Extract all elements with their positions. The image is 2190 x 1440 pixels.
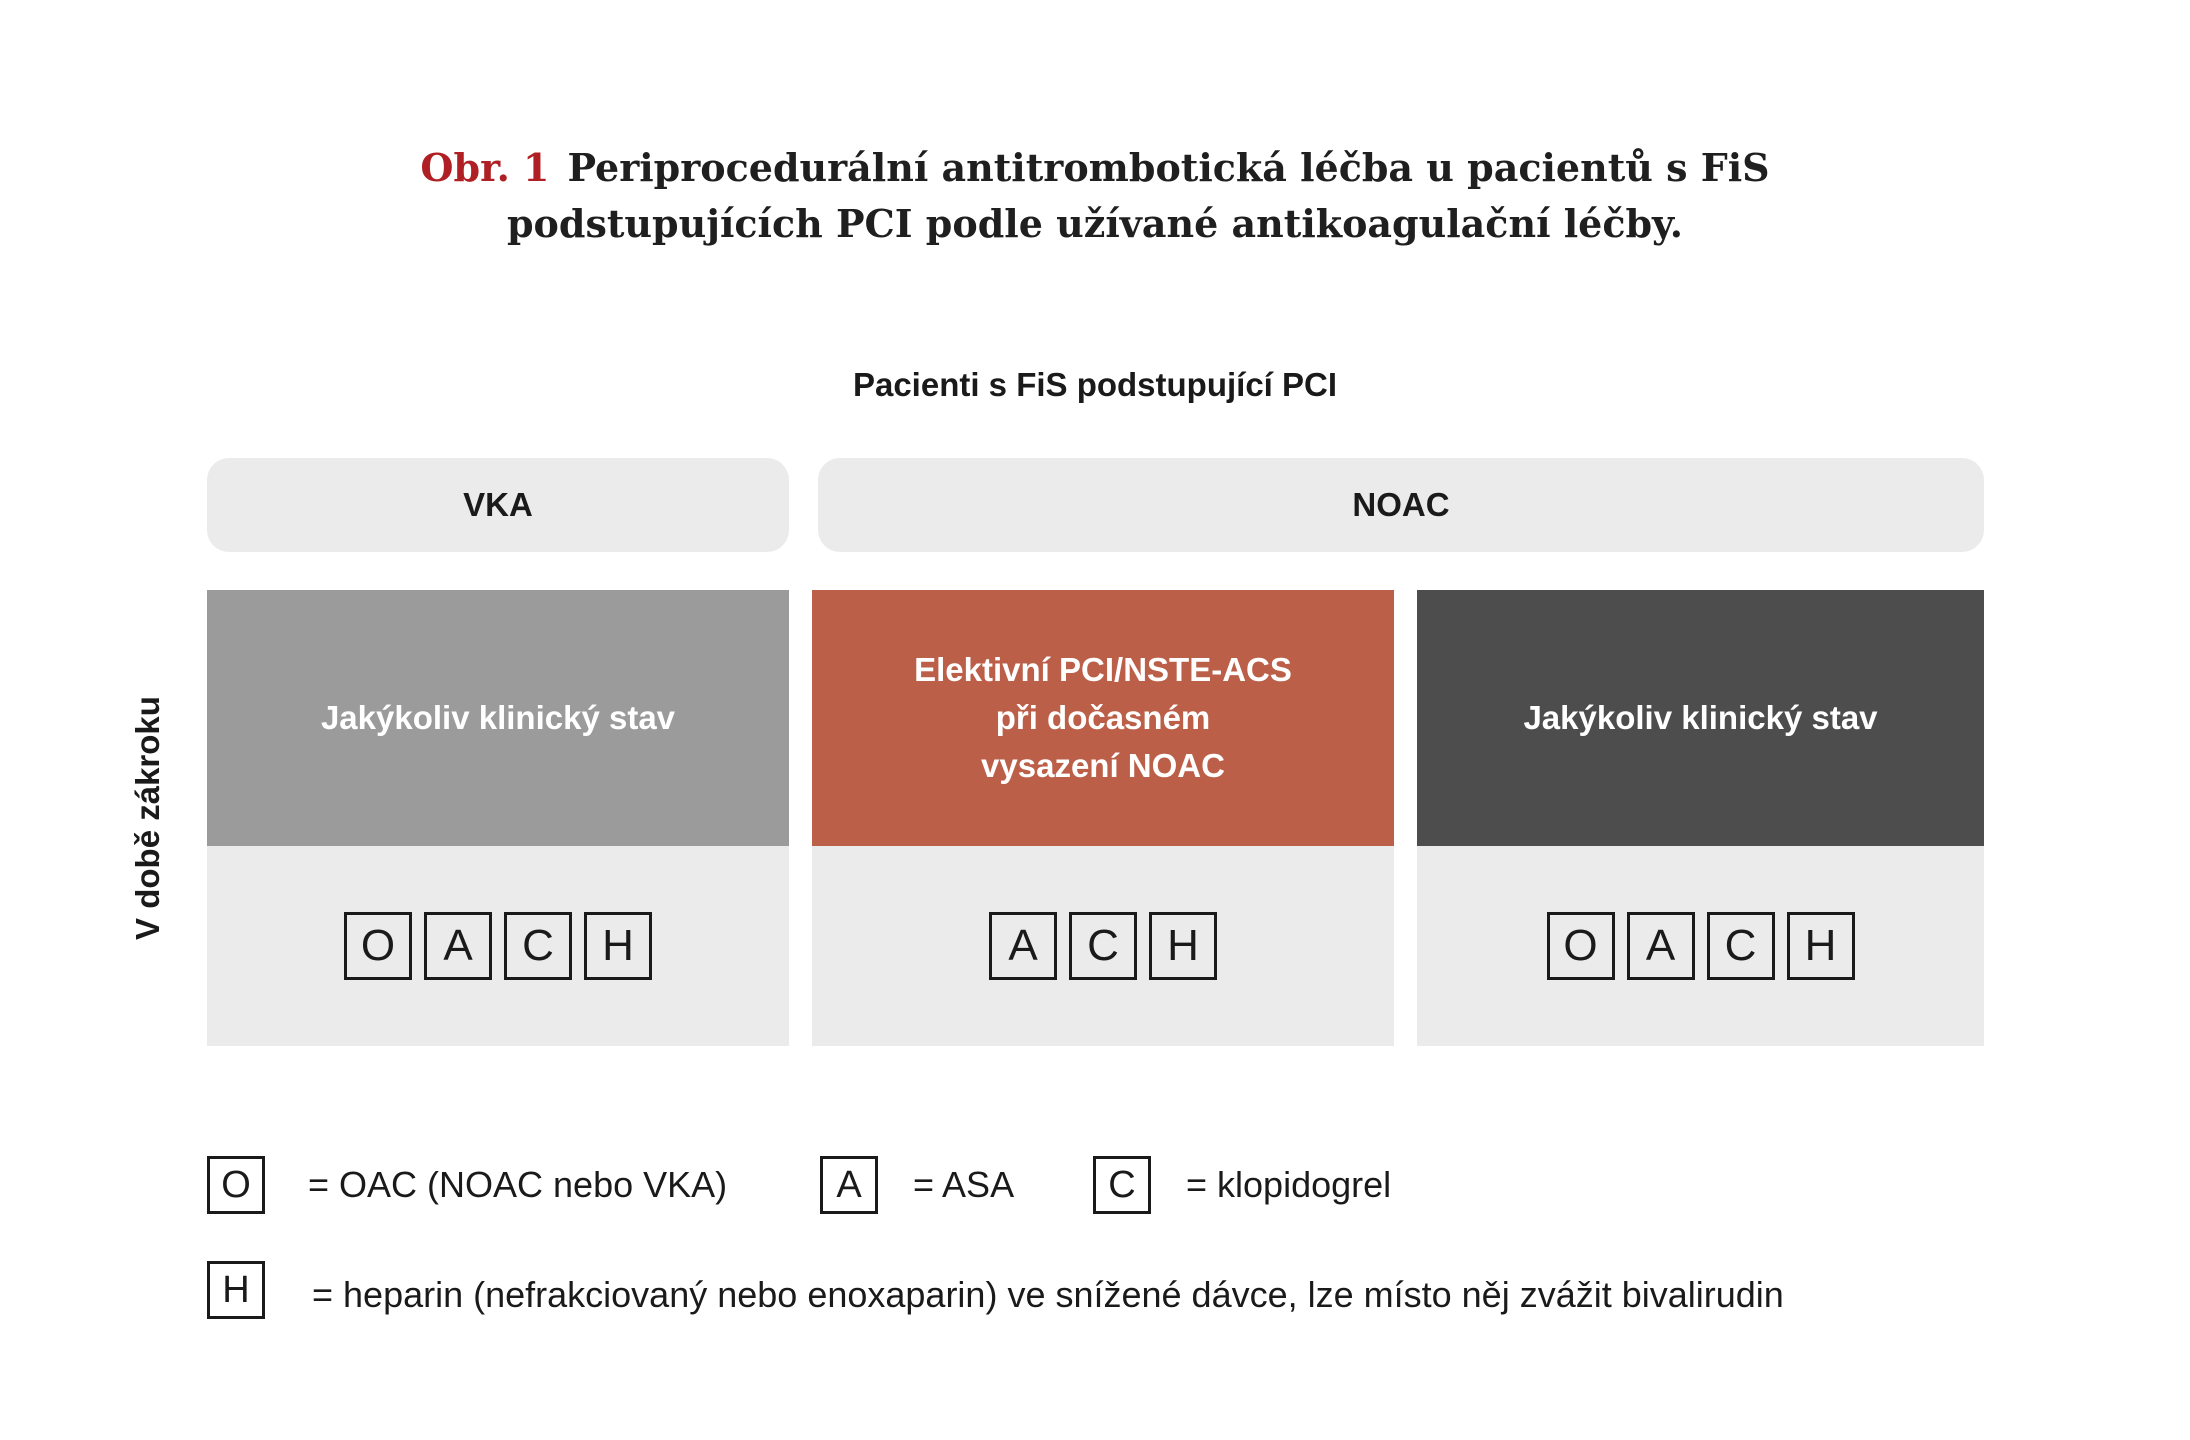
- legend-key-a: A: [820, 1156, 878, 1214]
- figure-title-line1: [0, 140, 2190, 196]
- figure-title-text-1: Periprocedurální antitrombotická léčba u pacientů s FiS: [567, 145, 1770, 190]
- condition-line: vysazení NOAC: [981, 747, 1225, 784]
- condition-text: [321, 694, 675, 742]
- column-vka-any-state: [207, 590, 789, 1046]
- drug-box-h: H: [584, 912, 652, 980]
- figure-number: Obr. 1: [420, 145, 550, 190]
- drug-boxes: [1417, 846, 1984, 1046]
- figure-title-text-2: podstupujících PCI podle užívané antikoagulační léčby.: [506, 201, 1684, 246]
- drug-boxes: [207, 846, 789, 1046]
- drug-box-a: A: [424, 912, 492, 980]
- group-header-vka: VKA: [207, 458, 789, 552]
- legend-key-h: H: [207, 1261, 265, 1319]
- drug-box-a: A: [989, 912, 1057, 980]
- drug-box-c: C: [504, 912, 572, 980]
- condition-panel: [1417, 590, 1984, 846]
- figure-title: [0, 140, 2190, 252]
- drug-box-c: C: [1707, 912, 1775, 980]
- drug-box-o: O: [344, 912, 412, 980]
- drug-box-h: H: [1787, 912, 1855, 980]
- drug-box-o: O: [1547, 912, 1615, 980]
- condition-line: Elektivní PCI/NSTE-ACS: [914, 651, 1292, 688]
- condition-text: [914, 646, 1292, 790]
- legend-text-h: = heparin (nefrakciovaný nebo enoxaparin) ve snížené dávce, lze místo něj zvážit bivalirudin: [312, 1274, 1784, 1315]
- legend-key-o: O: [207, 1156, 265, 1214]
- diagram-subtitle: Pacienti s FiS podstupující PCI: [852, 366, 1338, 403]
- legend-text-a: = ASA: [913, 1164, 1015, 1205]
- column-noac-elective: [812, 590, 1394, 1046]
- legend-text-o: = OAC (NOAC nebo VKA): [308, 1164, 728, 1205]
- condition-panel: [207, 590, 789, 846]
- drug-boxes: [812, 846, 1394, 1046]
- condition-line: Jakýkoliv klinický stav: [320, 699, 676, 736]
- group-header-noac: NOAC: [818, 458, 1984, 552]
- condition-line: při dočasném: [995, 699, 1211, 736]
- condition-text: [1523, 694, 1877, 742]
- drug-box-a: A: [1627, 912, 1695, 980]
- side-label-text: V době zákroku: [129, 696, 166, 940]
- legend-text-c: = klopidogrel: [1186, 1164, 1392, 1205]
- condition-line: Jakýkoliv klinický stav: [1523, 699, 1878, 736]
- drug-box-c: C: [1069, 912, 1137, 980]
- legend-key-c: C: [1093, 1156, 1151, 1214]
- drug-box-h: H: [1149, 912, 1217, 980]
- column-noac-any-state: [1417, 590, 1984, 1046]
- condition-panel: [812, 590, 1394, 846]
